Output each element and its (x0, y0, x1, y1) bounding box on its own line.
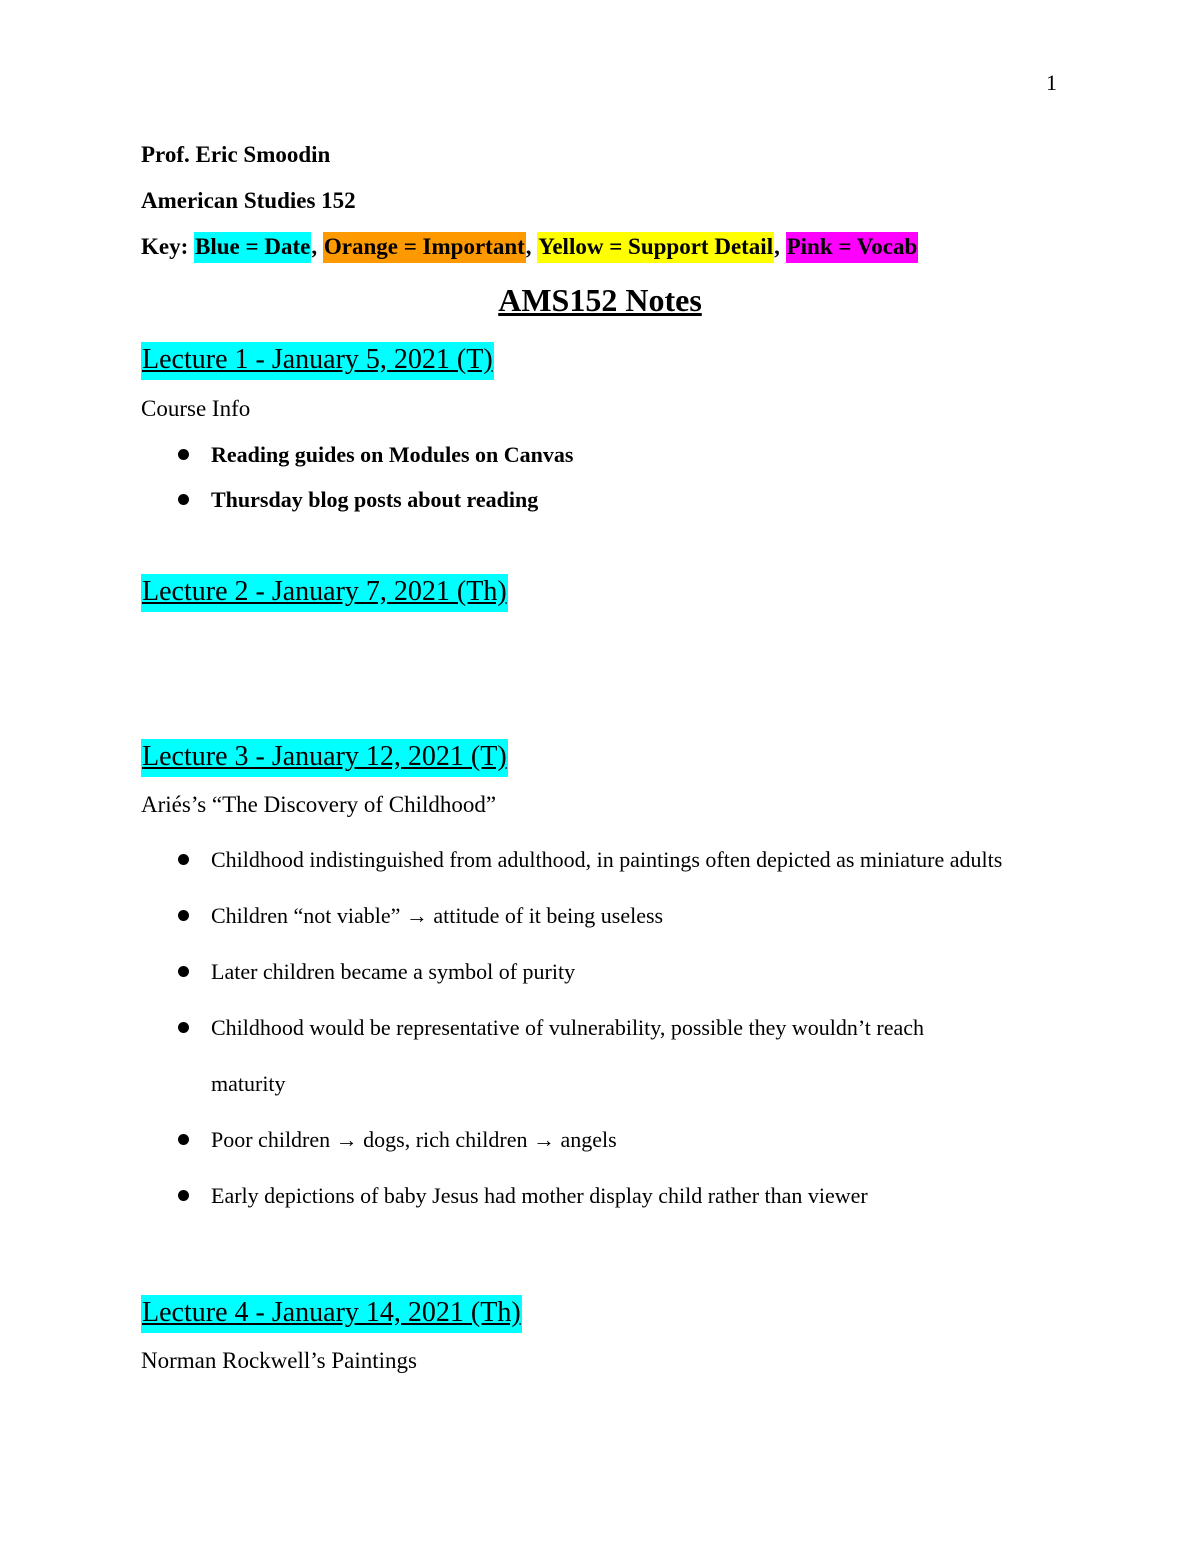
course-name: American Studies 152 (141, 188, 356, 213)
lecture-3-bullet: Childhood indistinguished from adulthood, in paintings often depicted as miniature adults (178, 847, 1002, 873)
lecture-2-heading: Lecture 2 - January 7, 2021 (Th) (141, 574, 508, 612)
lecture-3-bullet: Early depictions of baby Jesus had mother display child rather than viewer (178, 1183, 868, 1209)
lecture-1-heading: Lecture 1 - January 5, 2021 (T) (141, 342, 494, 380)
lecture-1-bullet: Thursday blog posts about reading (178, 487, 538, 513)
key-pink-vocab: Pink = Vocab (786, 232, 919, 263)
key-blue-date: Blue = Date (194, 232, 311, 263)
bullet-icon (178, 494, 189, 505)
key-separator: , (525, 234, 532, 259)
key-orange-important: Orange = Important (323, 232, 526, 263)
lecture-3-bullet: Later children became a symbol of purity (178, 959, 575, 985)
key-label: Key: (141, 234, 189, 259)
lecture-3-bullet-continuation: maturity (211, 1071, 286, 1096)
document-title: AMS152 Notes (498, 282, 702, 318)
lecture-4-topic: Norman Rockwell’s Paintings (141, 1348, 417, 1373)
lecture-4-heading: Lecture 4 - January 14, 2021 (Th) (141, 1295, 522, 1333)
page-number: 1 (1046, 70, 1057, 95)
bullet-icon (178, 854, 189, 865)
bullet-icon (178, 1022, 189, 1033)
bullet-icon (178, 449, 189, 460)
key-yellow-support: Yellow = Support Detail (537, 232, 774, 263)
key-separator: , (774, 234, 780, 259)
lecture-3-heading: Lecture 3 - January 12, 2021 (T) (141, 739, 508, 777)
bullet-icon (178, 966, 189, 977)
color-key (141, 234, 918, 260)
lecture-1-bullet: Reading guides on Modules on Canvas (178, 442, 573, 468)
bullet-icon (178, 1134, 189, 1145)
lecture-3-topic: Ariés’s “The Discovery of Childhood” (141, 792, 497, 817)
lecture-3-bullet: Childhood would be representative of vulnerability, possible they wouldn’t reach (178, 1015, 924, 1041)
lecture-3-bullet: Poor children → dogs, rich children → angels (178, 1127, 617, 1153)
lecture-1-topic: Course Info (141, 396, 251, 421)
key-separator: , (311, 234, 318, 259)
lecture-3-bullet: Children “not viable” → attitude of it being useless (178, 903, 663, 929)
bullet-icon (178, 910, 189, 921)
bullet-icon (178, 1190, 189, 1201)
professor-name: Prof. Eric Smoodin (141, 142, 331, 167)
